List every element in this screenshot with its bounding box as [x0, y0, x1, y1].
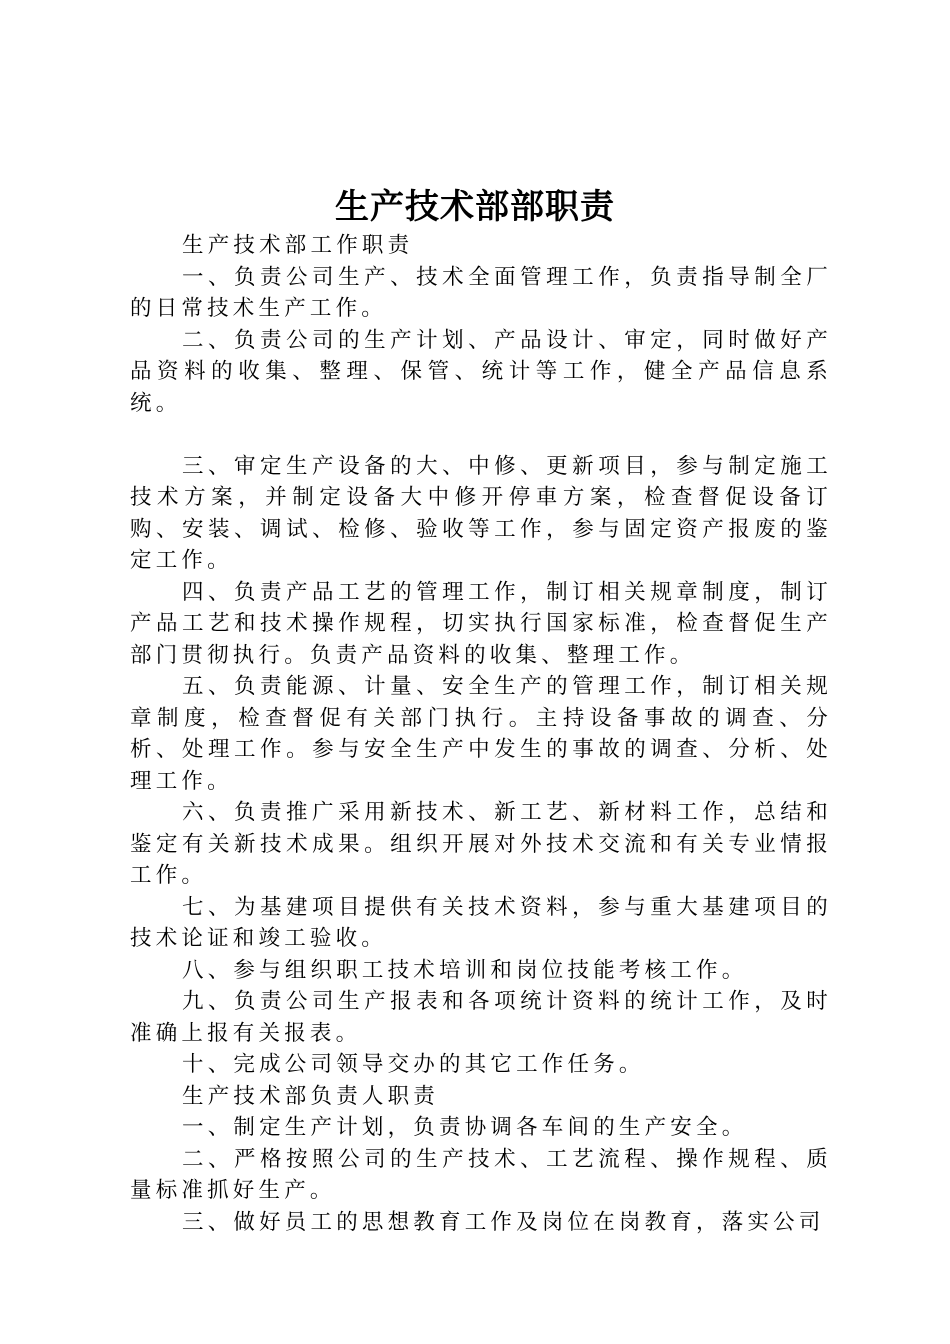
- duty-item-2: 二、负责公司的生产计划、产品设计、审定，同时做好产品资料的收集、整理、保管、统计等工作，健全产品信息系统。: [130, 327, 832, 416]
- duty-item-10: 十、完成公司领导交办的其它工作任务。: [182, 1052, 645, 1077]
- section-heading-department-duties: 生产技术部工作职责: [182, 233, 414, 258]
- duty-item-4: 四、负责产品工艺的管理工作，制订相关规章制度，制订产品工艺和技术操作规程，切实执行国家标准，检查督促生产部门贯彻执行。负责产品资料的收集、整理工作。: [130, 579, 832, 668]
- duty-item-5: 五、负责能源、计量、安全生产的管理工作，制订相关规章制度，检查督促有关部门执行。主持设备事故的调查、分析、处理工作。参与安全生产中发生的事故的调查、分析、处理工作。: [130, 674, 832, 794]
- duty-item-9: 九、负责公司生产报表和各项统计资料的统计工作，及时准确上报有关报表。: [130, 989, 832, 1046]
- duty-item-3: 三、审定生产设备的大、中修、更新项目，参与制定施工技术方案，并制定设备大中修开停車方案，检查督促设备订购、安装、调试、检修、验收等工作，参与固定资产报废的鉴定工作。: [130, 453, 832, 573]
- manager-duty-item-2: 二、严格按照公司的生产技术、工艺流程、操作规程、质量标准抓好生产。: [130, 1146, 832, 1203]
- duty-item-1: 一、负责公司生产、技术全面管理工作，负责指导制全厂的日常技术生产工作。: [130, 264, 832, 321]
- manager-duty-item-1: 一、制定生产计划，负责协调各车间的生产安全。: [182, 1115, 748, 1140]
- blank-line: [130, 419, 832, 451]
- duty-item-7: 七、为基建项目提供有关技术资料，参与重大基建项目的技术论证和竣工验收。: [130, 894, 832, 951]
- document-title: 生产技术部部职责: [335, 187, 615, 227]
- section-heading-manager-duties: 生产技术部负责人职责: [182, 1083, 440, 1109]
- duty-item-6: 六、负责推广采用新技术、新工艺、新材料工作，总结和鉴定有关新技术成果。组织开展对外技术交流和有关专业情报工作。: [130, 800, 832, 888]
- manager-duty-item-3: 三、做好员工的思想教育工作及岗位在岗教育，落实公司: [182, 1209, 825, 1235]
- document-body: [130, 230, 832, 1238]
- duty-item-8: 八、参与组织职工技术培训和岗位技能考核工作。: [182, 957, 748, 983]
